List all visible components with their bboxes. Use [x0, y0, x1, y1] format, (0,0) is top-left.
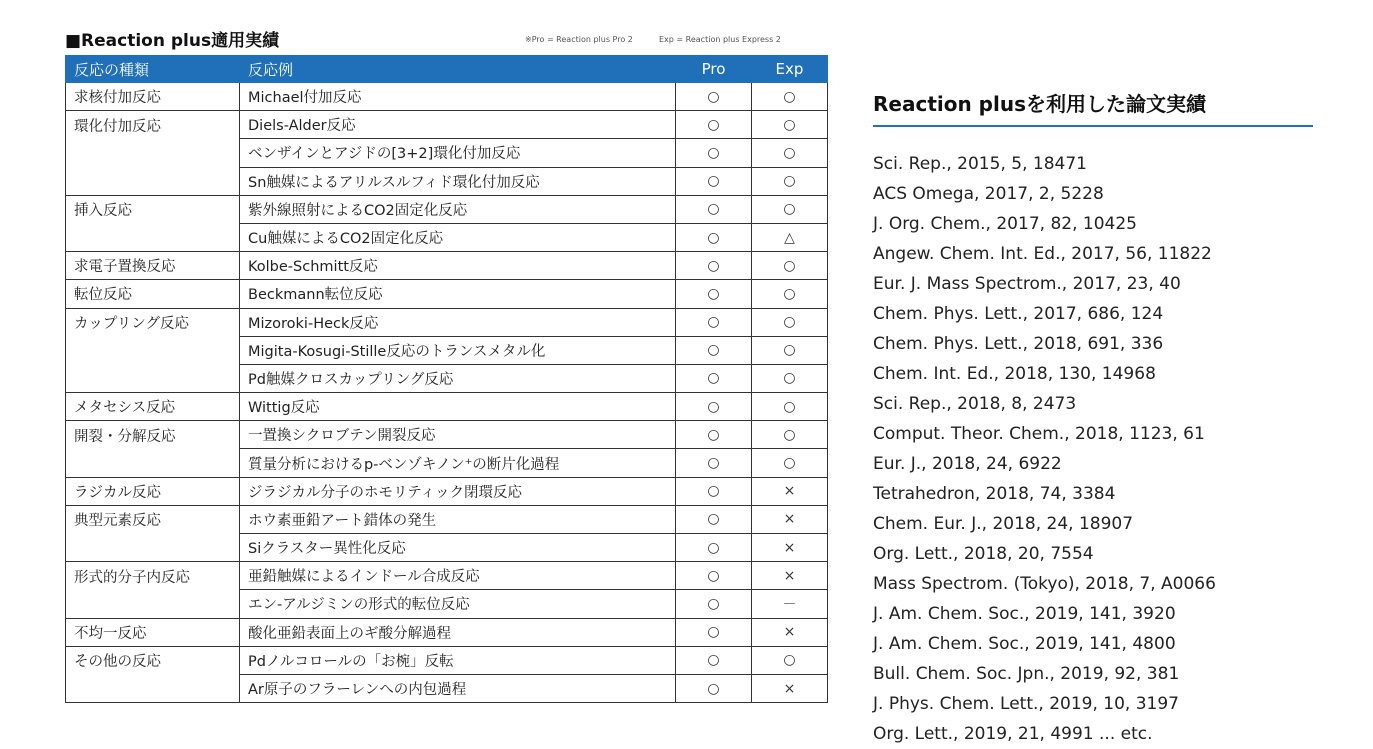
reaction-type-cell: [66, 674, 240, 702]
list-item: Chem. Phys. Lett., 2017, 686, 124: [873, 304, 1164, 324]
pro-support-cell: ○: [676, 534, 752, 562]
pro-support-cell: ○: [676, 562, 752, 590]
table-row: [66, 280, 828, 308]
list-item: Chem. Eur. J., 2018, 24, 18907: [873, 514, 1134, 534]
reaction-type-cell: 求電子置換反応: [66, 252, 240, 280]
list-item: Org. Lett., 2018, 20, 7554: [873, 544, 1094, 564]
pro-support-cell: ○: [676, 449, 752, 477]
exp-support-cell: ○: [752, 421, 828, 449]
reaction-example-cell: 紫外線照射によるCO2固定化反応: [240, 195, 676, 223]
table-row: [66, 477, 828, 505]
reaction-type-cell: 環化付加反応: [66, 111, 240, 139]
exp-support-cell: ○: [752, 308, 828, 336]
pro-support-cell: ○: [676, 111, 752, 139]
table-row: [66, 421, 828, 449]
reaction-type-cell: 転位反応: [66, 280, 240, 308]
reaction-example-cell: Ar原子のフラーレンへの内包過程: [240, 674, 676, 702]
exp-support-cell: ×: [752, 534, 828, 562]
exp-support-cell: ○: [752, 280, 828, 308]
reaction-type-cell: [66, 449, 240, 477]
reaction-type-cell: 開裂・分解反応: [66, 421, 240, 449]
reaction-example-cell: ホウ素亜鉛アート錯体の発生: [240, 505, 676, 533]
reaction-example-cell: ベンザインとアジドの[3+2]環化付加反応: [240, 139, 676, 167]
reaction-example-cell: Diels-Alder反応: [240, 111, 676, 139]
pro-support-cell: ○: [676, 393, 752, 421]
table-row: [66, 393, 828, 421]
list-item: Org. Lett., 2019, 21, 4991 ... etc.: [873, 724, 1153, 744]
table-row: [66, 111, 828, 139]
pro-support-cell: ○: [676, 618, 752, 646]
reaction-type-cell: メタセシス反応: [66, 393, 240, 421]
reaction-type-cell: [66, 223, 240, 251]
applications-section: [65, 26, 827, 703]
table-row: [66, 308, 828, 336]
table-row: [66, 364, 828, 392]
pro-support-cell: ○: [676, 336, 752, 364]
exp-support-cell: ○: [752, 336, 828, 364]
table-row: [66, 646, 828, 674]
exp-support-cell: －: [752, 590, 828, 618]
reaction-example-cell: 一置換シクロブテン開裂反応: [240, 421, 676, 449]
reaction-type-cell: [66, 167, 240, 195]
exp-support-cell: ○: [752, 111, 828, 139]
table-row: [66, 590, 828, 618]
reaction-example-cell: Siクラスター異性化反応: [240, 534, 676, 562]
reaction-type-cell: 挿入反応: [66, 195, 240, 223]
column-header-type: 反応の種類: [66, 56, 240, 83]
column-header-exp: Exp: [752, 56, 828, 83]
legend-pro-note: ※Pro = Reaction plus Pro 2: [525, 35, 633, 44]
pro-support-cell: ○: [676, 477, 752, 505]
reaction-example-cell: Wittig反応: [240, 393, 676, 421]
table-row: [66, 449, 828, 477]
reaction-example-cell: Michael付加反応: [240, 83, 676, 111]
exp-support-cell: ○: [752, 393, 828, 421]
reaction-example-cell: Mizoroki-Heck反応: [240, 308, 676, 336]
list-item: Bull. Chem. Soc. Jpn., 2019, 92, 381: [873, 664, 1180, 684]
reactions-table-body: [66, 83, 828, 703]
exp-support-cell: ○: [752, 646, 828, 674]
reaction-example-cell: Pd触媒クロスカップリング反応: [240, 364, 676, 392]
reaction-type-cell: その他の反応: [66, 646, 240, 674]
pro-support-cell: ○: [676, 223, 752, 251]
exp-support-cell: ×: [752, 674, 828, 702]
section-heading: ■Reaction plus適用実績: [65, 31, 280, 51]
pro-support-cell: ○: [676, 646, 752, 674]
table-row: [66, 534, 828, 562]
list-item: Chem. Int. Ed., 2018, 130, 14968: [873, 364, 1156, 384]
exp-support-cell: ○: [752, 83, 828, 111]
list-item: Chem. Phys. Lett., 2018, 691, 336: [873, 334, 1164, 354]
reaction-example-cell: Pdノルコロールの「お椀」反転: [240, 646, 676, 674]
pro-support-cell: ○: [676, 252, 752, 280]
exp-support-cell: ○: [752, 364, 828, 392]
reaction-type-cell: [66, 139, 240, 167]
reaction-type-cell: ラジカル反応: [66, 477, 240, 505]
reactions-table: [65, 55, 828, 703]
reaction-type-cell: 典型元素反応: [66, 505, 240, 533]
exp-support-cell: ○: [752, 167, 828, 195]
section-header: [65, 26, 827, 52]
table-row: [66, 505, 828, 533]
reaction-example-cell: Beckmann転位反応: [240, 280, 676, 308]
reaction-type-cell: [66, 590, 240, 618]
reaction-example-cell: エン-アルジミンの形式的転位反応: [240, 590, 676, 618]
pro-support-cell: ○: [676, 674, 752, 702]
table-row: [66, 618, 828, 646]
exp-support-cell: ×: [752, 477, 828, 505]
list-item: J. Am. Chem. Soc., 2019, 141, 4800: [873, 634, 1176, 654]
list-item: Eur. J. Mass Spectrom., 2017, 23, 40: [873, 274, 1181, 294]
column-header-example: 反応例: [240, 56, 676, 83]
table-row: [66, 674, 828, 702]
reaction-type-cell: 求核付加反応: [66, 83, 240, 111]
pro-support-cell: ○: [676, 308, 752, 336]
pro-support-cell: ○: [676, 139, 752, 167]
exp-support-cell: ×: [752, 505, 828, 533]
reaction-example-cell: 酸化亜鉛表面上のギ酸分解過程: [240, 618, 676, 646]
list-item: Tetrahedron, 2018, 74, 3384: [873, 484, 1116, 504]
table-row: [66, 139, 828, 167]
papers-section: [873, 88, 1313, 749]
table-row: [66, 223, 828, 251]
list-item: J. Am. Chem. Soc., 2019, 141, 3920: [873, 604, 1176, 624]
reaction-type-cell: [66, 336, 240, 364]
reaction-example-cell: 亜鉛触媒によるインドール合成反応: [240, 562, 676, 590]
list-item: Sci. Rep., 2018, 8, 2473: [873, 394, 1077, 414]
pro-support-cell: ○: [676, 167, 752, 195]
pro-support-cell: ○: [676, 195, 752, 223]
list-item: Sci. Rep., 2015, 5, 18471: [873, 154, 1087, 174]
list-item: J. Phys. Chem. Lett., 2019, 10, 3197: [873, 694, 1179, 714]
reaction-type-cell: 不均一反応: [66, 618, 240, 646]
pro-support-cell: ○: [676, 280, 752, 308]
exp-support-cell: △: [752, 223, 828, 251]
exp-support-cell: ○: [752, 449, 828, 477]
list-item: J. Org. Chem., 2017, 82, 10425: [873, 214, 1137, 234]
reaction-type-cell: カップリング反応: [66, 308, 240, 336]
exp-support-cell: ×: [752, 618, 828, 646]
exp-support-cell: ○: [752, 139, 828, 167]
column-header-pro: Pro: [676, 56, 752, 83]
pro-support-cell: ○: [676, 421, 752, 449]
table-row: [66, 336, 828, 364]
reaction-type-cell: [66, 364, 240, 392]
reaction-type-cell: 形式的分子内反応: [66, 562, 240, 590]
reaction-example-cell: Migita-Kosugi-Stille反応のトランスメタル化: [240, 336, 676, 364]
reaction-type-cell: [66, 534, 240, 562]
reaction-example-cell: ジラジカル分子のホモリティック閉環反応: [240, 477, 676, 505]
list-item: Mass Spectrom. (Tokyo), 2018, 7, A0066: [873, 574, 1216, 594]
table-row: [66, 562, 828, 590]
list-item: Angew. Chem. Int. Ed., 2017, 56, 11822: [873, 244, 1212, 264]
table-row: [66, 252, 828, 280]
pro-support-cell: ○: [676, 364, 752, 392]
pro-support-cell: ○: [676, 590, 752, 618]
exp-support-cell: ○: [752, 252, 828, 280]
table-header-row: [66, 56, 828, 83]
list-item: ACS Omega, 2017, 2, 5228: [873, 184, 1104, 204]
legend-exp-note: Exp = Reaction plus Express 2: [659, 35, 781, 44]
reaction-example-cell: Cu触媒によるCO2固定化反応: [240, 223, 676, 251]
reaction-example-cell: Sn触媒によるアリルスルフィド環化付加反応: [240, 167, 676, 195]
exp-support-cell: ○: [752, 195, 828, 223]
papers-title: Reaction plusを利用した論文実績: [873, 88, 1313, 127]
table-row: [66, 195, 828, 223]
papers-list: [873, 149, 1313, 749]
pro-support-cell: ○: [676, 83, 752, 111]
pro-support-cell: ○: [676, 505, 752, 533]
reaction-example-cell: 質量分析におけるp-ベンゾキノン⁺の断片化過程: [240, 449, 676, 477]
exp-support-cell: ×: [752, 562, 828, 590]
list-item: Eur. J., 2018, 24, 6922: [873, 454, 1062, 474]
table-row: [66, 167, 828, 195]
reaction-example-cell: Kolbe-Schmitt反応: [240, 252, 676, 280]
table-row: [66, 83, 828, 111]
list-item: Comput. Theor. Chem., 2018, 1123, 61: [873, 424, 1205, 444]
